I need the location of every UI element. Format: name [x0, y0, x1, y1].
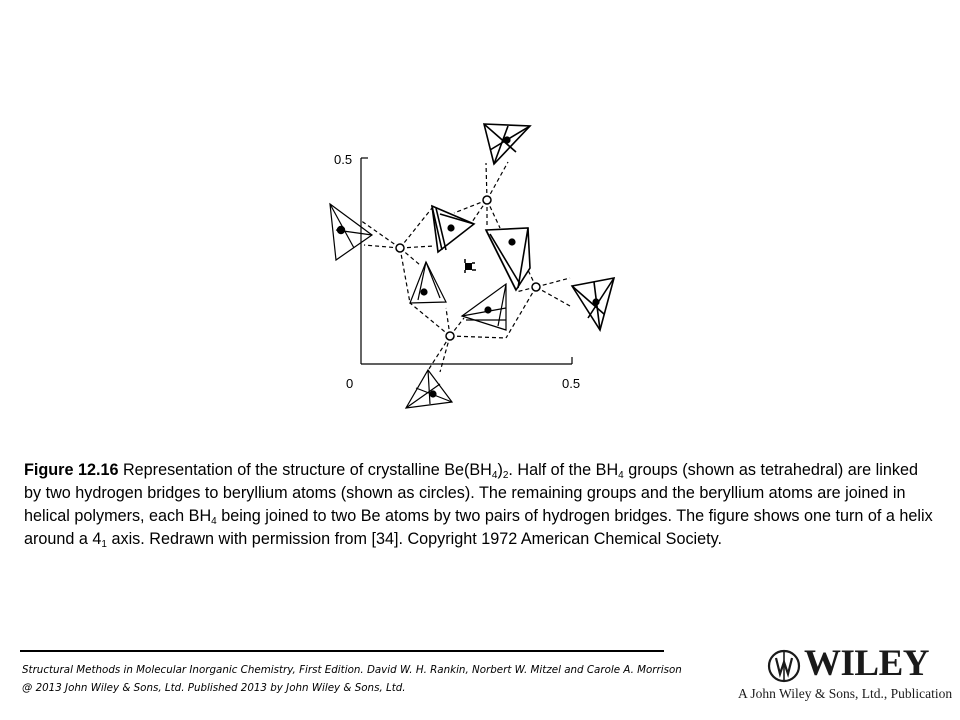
axes — [361, 158, 572, 364]
bh4-tetrahedron-top — [484, 124, 530, 164]
bh4-tetrahedron-helix-upper-right — [486, 228, 530, 290]
screw-axis-symbol — [465, 259, 476, 273]
x-axis-label-0.5: 0.5 — [562, 376, 581, 391]
be-atom — [483, 196, 491, 204]
citation-line-1: Structural Methods in Molecular Inorganic Chemistry, First Edition. David W. H. Rankin, Norbert W. Mitzel and Carole A. Morrison — [22, 664, 682, 676]
bh4-tetrahedron-helix-lower-left — [410, 262, 446, 303]
bh4-tetrahedron-helix-upper-left — [432, 206, 474, 252]
bh4-tetrahedron-helix-lower-right — [462, 284, 506, 330]
book-citation — [22, 661, 682, 697]
figure-caption: Figure 12.16 Representation of the structure of crystalline $Be(BH_4)_2$. Half of the $BH_4$ groups (shown as tetrahedral) are linked by two hydrogen bridges to beryllium atoms (shown as circles). The remaining groups and the beryllium atoms are joined in helical polymers, each $BH_4$ being joined to two Be atoms by two pairs of hydrogen bridges. The figure shows one turn of a helix around a $4_1$ axis. Redrawn with permission from [34]. Copyright 1972 American Chemical Society. — [24, 461, 933, 550]
be-atom — [532, 283, 540, 291]
wiley-tagline: A John Wiley & Sons, Ltd., Publication — [738, 686, 953, 701]
bh4-tetrahedron-bottom — [406, 370, 452, 408]
wiley-emblem-icon — [766, 648, 802, 688]
origin-label: 0 — [346, 376, 354, 391]
be-atom — [396, 244, 404, 252]
wiley-wordmark: WILEY — [804, 643, 929, 684]
bh4-tetrahedron-right — [572, 278, 614, 330]
figure-label: Figure 12.16 — [24, 461, 119, 479]
y-axis-label-0.5: 0.5 — [334, 152, 353, 167]
publisher-logo — [736, 643, 953, 704]
citation-line-2: @ 2013 John Wiley & Sons, Ltd. Published 2013 by John Wiley & Sons, Ltd. — [22, 682, 406, 694]
bh4-tetrahedron-left — [330, 204, 372, 260]
caption-text: Representation of the structure of crystalline Be(BH — [118, 461, 492, 479]
footer-divider — [20, 650, 664, 652]
be-atom — [446, 332, 454, 340]
